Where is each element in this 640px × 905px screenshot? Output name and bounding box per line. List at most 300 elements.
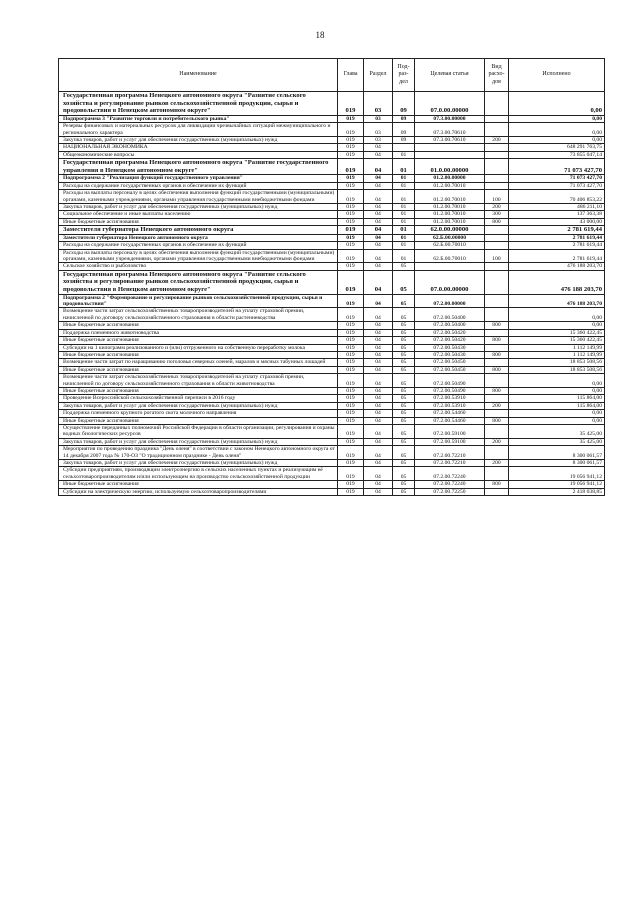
cell-razdel: 04 bbox=[364, 366, 393, 373]
cell-statya: 07.2.00.53910 bbox=[415, 395, 485, 402]
cell-glava: 019 bbox=[338, 467, 364, 481]
cell-razdel: 04 bbox=[364, 218, 393, 225]
table-row bbox=[59, 329, 605, 336]
cell-glava: 019 bbox=[338, 234, 364, 241]
cell-razdel: 04 bbox=[364, 249, 393, 263]
cell-vid: 200 bbox=[485, 204, 509, 211]
cell-glava: 019 bbox=[338, 402, 364, 409]
table-row bbox=[59, 249, 605, 263]
cell-name: Иные бюджетные ассигнования bbox=[59, 337, 338, 344]
cell-ispolneno: 2 781 619,44 bbox=[509, 226, 605, 235]
cell-razdel: 04 bbox=[364, 446, 393, 460]
cell-ispolneno: 0,00 bbox=[509, 322, 605, 329]
cell-name: Иные бюджетные ассигнования bbox=[59, 417, 338, 424]
table-row bbox=[59, 481, 605, 488]
cell-razdel: 04 bbox=[364, 351, 393, 358]
cell-glava: 019 bbox=[338, 366, 364, 373]
cell-statya: 62.Б.00.70010 bbox=[415, 249, 485, 263]
cell-vid: 800 bbox=[485, 322, 509, 329]
cell-vid bbox=[485, 115, 509, 122]
cell-glava: 019 bbox=[338, 218, 364, 225]
cell-ispolneno: 8 300 061,57 bbox=[509, 446, 605, 460]
cell-vid bbox=[485, 159, 509, 175]
cell-statya: 07.2.00.50450 bbox=[415, 359, 485, 366]
cell-statya: 07.2.00.50430 bbox=[415, 351, 485, 358]
cell-statya bbox=[415, 263, 485, 270]
table-row bbox=[59, 410, 605, 417]
cell-vid bbox=[485, 263, 509, 270]
cell-podrazdel: 05 bbox=[393, 395, 415, 402]
cell-ispolneno: 648 291 763,75 bbox=[509, 144, 605, 151]
cell-statya: 07.2.00.50400 bbox=[415, 308, 485, 322]
cell-glava: 019 bbox=[338, 137, 364, 144]
cell-name: Иные бюджетные ассигнования bbox=[59, 481, 338, 488]
cell-razdel: 04 bbox=[364, 374, 393, 388]
table-row bbox=[59, 159, 605, 175]
cell-razdel: 04 bbox=[364, 151, 393, 158]
cell-glava: 019 bbox=[338, 387, 364, 394]
cell-glava: 019 bbox=[338, 226, 364, 235]
cell-name: Иные бюджетные ассигнования bbox=[59, 322, 338, 329]
cell-statya: 01.2.00.70010 bbox=[415, 204, 485, 211]
table-row bbox=[59, 204, 605, 211]
table-row bbox=[59, 387, 605, 394]
cell-ispolneno: 15 360 422,45 bbox=[509, 329, 605, 336]
cell-vid: 100 bbox=[485, 190, 509, 204]
cell-statya: 01.2.00.00000 bbox=[415, 175, 485, 182]
cell-glava: 019 bbox=[338, 242, 364, 249]
table-header-row bbox=[59, 59, 605, 92]
cell-name: Субсидии на 1 килограмм реализованного и (или) отгруженного на собственную переработку молока bbox=[59, 344, 338, 351]
cell-ispolneno: 0,00 bbox=[509, 123, 605, 137]
cell-ispolneno: 115 864,00 bbox=[509, 395, 605, 402]
cell-podrazdel: 05 bbox=[393, 322, 415, 329]
cell-podrazdel: 09 bbox=[393, 123, 415, 137]
table-row bbox=[59, 395, 605, 402]
cell-vid: 200 bbox=[485, 137, 509, 144]
cell-vid: 800 bbox=[485, 218, 509, 225]
cell-name: Проведение Всероссийской сельскохозяйственной переписи в 2016 году bbox=[59, 395, 338, 402]
cell-vid bbox=[485, 488, 509, 495]
cell-name: Поддержка племенного крупного рогатого скота молочного направления bbox=[59, 410, 338, 417]
cell-statya: 01.2.00.70010 bbox=[415, 182, 485, 189]
cell-ispolneno: 35 425,00 bbox=[509, 424, 605, 438]
cell-glava: 019 bbox=[338, 308, 364, 322]
header-statya: Целевая статья bbox=[415, 59, 485, 92]
cell-ispolneno: 2 418 038,85 bbox=[509, 488, 605, 495]
cell-razdel: 04 bbox=[364, 410, 393, 417]
cell-glava: 019 bbox=[338, 115, 364, 122]
table-row bbox=[59, 366, 605, 373]
cell-glava: 019 bbox=[338, 204, 364, 211]
cell-name: Иные бюджетные ассигнования bbox=[59, 387, 338, 394]
cell-razdel: 04 bbox=[364, 175, 393, 182]
cell-razdel: 04 bbox=[364, 424, 393, 438]
cell-name: Возмещение части затрат по наращиванию поголовья северных оленей, маралов и мясных табунных лошадей bbox=[59, 359, 338, 366]
cell-podrazdel: 05 bbox=[393, 329, 415, 336]
cell-razdel: 04 bbox=[364, 337, 393, 344]
table-row bbox=[59, 359, 605, 366]
cell-statya: 62.Б.00.70010 bbox=[415, 242, 485, 249]
table-row bbox=[59, 467, 605, 481]
cell-name: Иные бюджетные ассигнования bbox=[59, 366, 338, 373]
cell-glava: 019 bbox=[338, 344, 364, 351]
table-row bbox=[59, 424, 605, 438]
cell-name: Закупка товаров, работ и услуг для обеспечения государственных (муниципальных) нужд bbox=[59, 137, 338, 144]
cell-glava: 019 bbox=[338, 446, 364, 460]
cell-razdel: 04 bbox=[364, 182, 393, 189]
table-row bbox=[59, 417, 605, 424]
table-row bbox=[59, 144, 605, 151]
cell-ispolneno: 18 853 508,56 bbox=[509, 359, 605, 366]
cell-podrazdel: 09 bbox=[393, 115, 415, 122]
cell-podrazdel: 05 bbox=[393, 410, 415, 417]
cell-ispolneno: 19 056 941,12 bbox=[509, 467, 605, 481]
cell-statya: 07.2.00.59100 bbox=[415, 438, 485, 445]
cell-podrazdel: 05 bbox=[393, 374, 415, 388]
cell-vid bbox=[485, 467, 509, 481]
cell-razdel: 04 bbox=[364, 211, 393, 218]
cell-glava: 019 bbox=[338, 294, 364, 308]
cell-ispolneno: 1 112 149,99 bbox=[509, 344, 605, 351]
cell-ispolneno: 476 188 203,70 bbox=[509, 294, 605, 308]
cell-podrazdel: 05 bbox=[393, 337, 415, 344]
table-row bbox=[59, 175, 605, 182]
table-row bbox=[59, 374, 605, 388]
cell-razdel: 04 bbox=[364, 270, 393, 294]
cell-vid bbox=[485, 151, 509, 158]
cell-vid bbox=[485, 182, 509, 189]
cell-ispolneno: 43 000,00 bbox=[509, 218, 605, 225]
cell-podrazdel: 01 bbox=[393, 234, 415, 241]
cell-razdel: 04 bbox=[364, 144, 393, 151]
cell-razdel: 04 bbox=[364, 359, 393, 366]
cell-podrazdel: 01 bbox=[393, 175, 415, 182]
cell-podrazdel: 01 bbox=[393, 242, 415, 249]
cell-statya: 07.2.00.50450 bbox=[415, 366, 485, 373]
cell-podrazdel: 05 bbox=[393, 446, 415, 460]
cell-statya: 07.2.00.53910 bbox=[415, 402, 485, 409]
cell-statya: 07.2.00.72210 bbox=[415, 460, 485, 467]
table-row bbox=[59, 351, 605, 358]
cell-vid: 200 bbox=[485, 438, 509, 445]
cell-vid: 800 bbox=[485, 387, 509, 394]
cell-name: Заместители губернатора Ненецкого автономного округа bbox=[59, 234, 338, 241]
cell-vid bbox=[485, 424, 509, 438]
cell-name: Расходы на выплаты персоналу в целях обеспечения выполнения функций государственными (муниципальными) органами, казенными учреждениями, органами управления государственными внебюджетными фондами bbox=[59, 190, 338, 204]
cell-glava: 019 bbox=[338, 151, 364, 158]
cell-glava: 019 bbox=[338, 329, 364, 336]
cell-ispolneno: 71 073 427,70 bbox=[509, 159, 605, 175]
cell-statya: 07.2.00.72210 bbox=[415, 446, 485, 460]
cell-glava: 019 bbox=[338, 481, 364, 488]
table-row bbox=[59, 263, 605, 270]
header-razdel: Раздел bbox=[364, 59, 393, 92]
cell-name: Подпрограмма 2 "Формирование и регулирование рынков сельскохозяйственной продукции, сырья и продовольствия" bbox=[59, 294, 338, 308]
cell-ispolneno: 0,00 bbox=[509, 115, 605, 122]
cell-glava: 019 bbox=[338, 123, 364, 137]
cell-razdel: 03 bbox=[364, 137, 393, 144]
cell-razdel: 04 bbox=[364, 204, 393, 211]
cell-ispolneno: 35 425,00 bbox=[509, 438, 605, 445]
table-row bbox=[59, 488, 605, 495]
cell-name: Осуществление переданных полномочий Российской Федерации в области организации, регулирования и охраны водных биологических ресурсов bbox=[59, 424, 338, 438]
table-row bbox=[59, 123, 605, 137]
cell-vid: 200 bbox=[485, 460, 509, 467]
cell-razdel: 04 bbox=[364, 402, 393, 409]
table-row bbox=[59, 182, 605, 189]
cell-name: Резервы финансовых и материальных ресурсов для ликвидации чрезвычайных ситуаций межмуниципального и регионального характера bbox=[59, 123, 338, 137]
cell-ispolneno: 73 855 047,14 bbox=[509, 151, 605, 158]
cell-name: Общеэкономические вопросы bbox=[59, 151, 338, 158]
cell-podrazdel bbox=[393, 144, 415, 151]
cell-podrazdel: 09 bbox=[393, 137, 415, 144]
cell-ispolneno: 115 864,00 bbox=[509, 402, 605, 409]
cell-razdel: 04 bbox=[364, 460, 393, 467]
cell-glava: 019 bbox=[338, 488, 364, 495]
cell-ispolneno: 0,00 bbox=[509, 92, 605, 116]
budget-table bbox=[58, 58, 605, 496]
cell-glava: 019 bbox=[338, 182, 364, 189]
cell-ispolneno: 0,00 bbox=[509, 137, 605, 144]
cell-ispolneno: 2 781 619,44 bbox=[509, 242, 605, 249]
cell-podrazdel: 01 bbox=[393, 182, 415, 189]
cell-podrazdel: 05 bbox=[393, 481, 415, 488]
cell-razdel: 04 bbox=[364, 481, 393, 488]
cell-name: Подпрограмма 3 "Развитие торговли и потребительского рынка" bbox=[59, 115, 338, 122]
cell-razdel: 04 bbox=[364, 344, 393, 351]
cell-statya: 07.2.00.72240 bbox=[415, 467, 485, 481]
cell-statya: 01.2.00.70010 bbox=[415, 190, 485, 204]
cell-name: Иные бюджетные ассигнования bbox=[59, 351, 338, 358]
cell-name: Расходы на содержание государственных органов и обеспечение их функций bbox=[59, 242, 338, 249]
cell-name: Возмещение части затрат сельскохозяйственных товаропроизводителей на уплату страховой премии, начисленной по договору сельскохозяйственного страхования в области растениеводства bbox=[59, 308, 338, 322]
cell-ispolneno: 8 300 061,57 bbox=[509, 460, 605, 467]
cell-statya: 07.2.00.54460 bbox=[415, 410, 485, 417]
cell-statya: 07.2.00.72240 bbox=[415, 481, 485, 488]
cell-podrazdel: 01 bbox=[393, 204, 415, 211]
table-row bbox=[59, 270, 605, 294]
cell-name: Расходы на выплаты персоналу в целях обеспечения выполнения функций государственными (муниципальными) органами, казенными учреждениями, органами управления государственными внебюджетными фондами bbox=[59, 249, 338, 263]
table-row bbox=[59, 211, 605, 218]
cell-statya: 07.0.00.00000 bbox=[415, 270, 485, 294]
cell-vid bbox=[485, 329, 509, 336]
table-row bbox=[59, 344, 605, 351]
cell-vid: 200 bbox=[485, 402, 509, 409]
cell-glava: 019 bbox=[338, 374, 364, 388]
cell-vid bbox=[485, 226, 509, 235]
cell-ispolneno: 476 188 203,70 bbox=[509, 263, 605, 270]
table-row bbox=[59, 402, 605, 409]
cell-glava: 019 bbox=[338, 395, 364, 402]
cell-glava: 019 bbox=[338, 92, 364, 116]
table-row bbox=[59, 322, 605, 329]
cell-razdel: 04 bbox=[364, 263, 393, 270]
cell-statya: 07.2.00.00000 bbox=[415, 294, 485, 308]
cell-vid bbox=[485, 446, 509, 460]
cell-statya: 62.0.00.00000 bbox=[415, 226, 485, 235]
table-row bbox=[59, 438, 605, 445]
cell-statya: 07.2.00.50490 bbox=[415, 387, 485, 394]
cell-name: Заместителя губернатора Ненецкого автономного округа bbox=[59, 226, 338, 235]
cell-vid: 800 bbox=[485, 366, 509, 373]
cell-statya: 07.2.00.72250 bbox=[415, 488, 485, 495]
cell-podrazdel: 05 bbox=[393, 387, 415, 394]
cell-podrazdel: 01 bbox=[393, 190, 415, 204]
cell-razdel: 04 bbox=[364, 294, 393, 308]
cell-glava: 019 bbox=[338, 322, 364, 329]
cell-glava: 019 bbox=[338, 337, 364, 344]
cell-vid bbox=[485, 234, 509, 241]
cell-name: Иные бюджетные ассигнования bbox=[59, 218, 338, 225]
header-ispolneno: Исполнено bbox=[509, 59, 605, 92]
page-number: 18 bbox=[315, 30, 325, 40]
cell-razdel: 04 bbox=[364, 438, 393, 445]
cell-podrazdel: 01 bbox=[393, 211, 415, 218]
cell-vid bbox=[485, 242, 509, 249]
cell-podrazdel: 01 bbox=[393, 151, 415, 158]
cell-statya: 07.2.00.50420 bbox=[415, 329, 485, 336]
cell-glava: 019 bbox=[338, 424, 364, 438]
cell-name: Сельское хозяйство и рыболовство bbox=[59, 263, 338, 270]
cell-ispolneno: 2 781 619,44 bbox=[509, 249, 605, 263]
header-name: Наименование bbox=[59, 59, 338, 92]
cell-ispolneno: 486 211,10 bbox=[509, 204, 605, 211]
table-row bbox=[59, 190, 605, 204]
table-row bbox=[59, 308, 605, 322]
cell-glava: 019 bbox=[338, 175, 364, 182]
cell-name: Государственная программа Ненецкого автономного округа "Развитие сельского хозяйства и регулирование рынков сельскохозяйственной продукции, сырья и продовольствия в Ненецком автономном округе" bbox=[59, 270, 338, 294]
cell-glava: 019 bbox=[338, 144, 364, 151]
cell-podrazdel: 05 bbox=[393, 467, 415, 481]
cell-razdel: 04 bbox=[364, 395, 393, 402]
cell-glava: 019 bbox=[338, 159, 364, 175]
table-row bbox=[59, 446, 605, 460]
cell-razdel: 04 bbox=[364, 329, 393, 336]
cell-statya: 01.2.00.70010 bbox=[415, 218, 485, 225]
cell-vid: 800 bbox=[485, 481, 509, 488]
cell-statya: 07.2.00.50420 bbox=[415, 337, 485, 344]
cell-podrazdel: 01 bbox=[393, 249, 415, 263]
table-row bbox=[59, 115, 605, 122]
cell-name: Социальное обеспечение и иные выплаты населению bbox=[59, 211, 338, 218]
cell-razdel: 04 bbox=[364, 226, 393, 235]
table-body bbox=[59, 92, 605, 496]
cell-statya: 07.2.00.59100 bbox=[415, 424, 485, 438]
cell-vid bbox=[485, 92, 509, 116]
cell-razdel: 04 bbox=[364, 322, 393, 329]
cell-glava: 019 bbox=[338, 249, 364, 263]
cell-ispolneno: 71 073 427,70 bbox=[509, 175, 605, 182]
cell-razdel: 04 bbox=[364, 242, 393, 249]
cell-name: НАЦИОНАЛЬНАЯ ЭКОНОМИКА bbox=[59, 144, 338, 151]
cell-statya: 07.2.00.50490 bbox=[415, 374, 485, 388]
cell-vid bbox=[485, 359, 509, 366]
cell-name: Подпрограмма 2 "Реализация функций государственного управления" bbox=[59, 175, 338, 182]
cell-podrazdel: 05 bbox=[393, 488, 415, 495]
cell-podrazdel: 05 bbox=[393, 263, 415, 270]
cell-ispolneno: 71 073 427,70 bbox=[509, 182, 605, 189]
cell-ispolneno: 0,00 bbox=[509, 387, 605, 394]
header-podrazdel: Под- раз- дел bbox=[393, 59, 415, 92]
cell-podrazdel: 01 bbox=[393, 218, 415, 225]
cell-vid: 800 bbox=[485, 417, 509, 424]
cell-razdel: 04 bbox=[364, 159, 393, 175]
cell-vid bbox=[485, 374, 509, 388]
cell-ispolneno: 1 112 149,99 bbox=[509, 351, 605, 358]
cell-name: Закупка товаров, работ и услуг для обеспечения государственных (муниципальных) нужд bbox=[59, 460, 338, 467]
table-row bbox=[59, 242, 605, 249]
cell-vid bbox=[485, 410, 509, 417]
cell-vid bbox=[485, 123, 509, 137]
cell-glava: 019 bbox=[338, 211, 364, 218]
cell-ispolneno: 0,00 bbox=[509, 374, 605, 388]
table-row bbox=[59, 92, 605, 116]
cell-podrazdel: 05 bbox=[393, 270, 415, 294]
cell-name: Субсидии на электрическую энергию, используемую сельхозтоваропроизводителями bbox=[59, 488, 338, 495]
cell-vid bbox=[485, 294, 509, 308]
cell-vid bbox=[485, 270, 509, 294]
cell-podrazdel: 05 bbox=[393, 344, 415, 351]
cell-razdel: 03 bbox=[364, 92, 393, 116]
cell-vid bbox=[485, 144, 509, 151]
cell-razdel: 04 bbox=[364, 190, 393, 204]
cell-statya: 07.2.00.50430 bbox=[415, 344, 485, 351]
cell-podrazdel: 05 bbox=[393, 366, 415, 373]
cell-glava: 019 bbox=[338, 410, 364, 417]
table-row bbox=[59, 337, 605, 344]
cell-statya: 01.0.00.00000 bbox=[415, 159, 485, 175]
cell-statya: 07.3.00.00000 bbox=[415, 115, 485, 122]
cell-ispolneno: 15 360 422,45 bbox=[509, 337, 605, 344]
cell-glava: 019 bbox=[338, 460, 364, 467]
cell-glava: 019 bbox=[338, 417, 364, 424]
cell-podrazdel: 05 bbox=[393, 308, 415, 322]
cell-vid bbox=[485, 344, 509, 351]
cell-podrazdel: 05 bbox=[393, 424, 415, 438]
cell-ispolneno: 476 188 203,70 bbox=[509, 270, 605, 294]
cell-vid: 800 bbox=[485, 351, 509, 358]
cell-vid: 100 bbox=[485, 249, 509, 263]
cell-razdel: 04 bbox=[364, 308, 393, 322]
cell-name: Закупка товаров, работ и услуг для обеспечения государственных (муниципальных) нужд bbox=[59, 438, 338, 445]
cell-razdel: 04 bbox=[364, 488, 393, 495]
cell-ispolneno: 137 363,38 bbox=[509, 211, 605, 218]
cell-statya bbox=[415, 151, 485, 158]
cell-statya: 07.3.00.70610 bbox=[415, 123, 485, 137]
cell-name: Государственная программа Ненецкого автономного округа "Развитие сельского хозяйства и регулирование рынков сельскохозяйственной продукции, сырья и продовольствия в Ненецком автономном округе" bbox=[59, 92, 338, 116]
cell-glava: 019 bbox=[338, 270, 364, 294]
cell-podrazdel: 05 bbox=[393, 460, 415, 467]
cell-podrazdel: 05 bbox=[393, 359, 415, 366]
cell-podrazdel: 01 bbox=[393, 159, 415, 175]
table-row bbox=[59, 226, 605, 235]
cell-name: Государственная программа Ненецкого автономного округа "Развитие государственного управления в Ненецком автономном округе" bbox=[59, 159, 338, 175]
cell-podrazdel: 09 bbox=[393, 92, 415, 116]
cell-name: Мероприятия по проведению праздника "День оленя" в соответствии с законом Ненецкого автономного округа от 14 декабря 2007 года № 170-ОЗ "О традиционном празднике - День оленя" bbox=[59, 446, 338, 460]
cell-vid bbox=[485, 395, 509, 402]
cell-razdel: 04 bbox=[364, 417, 393, 424]
table-row bbox=[59, 294, 605, 308]
cell-ispolneno: 18 853 508,56 bbox=[509, 366, 605, 373]
cell-statya bbox=[415, 144, 485, 151]
cell-ispolneno: 0,00 bbox=[509, 417, 605, 424]
table-row bbox=[59, 151, 605, 158]
cell-razdel: 04 bbox=[364, 234, 393, 241]
cell-ispolneno: 0,00 bbox=[509, 410, 605, 417]
cell-statya: 62.Б.00.00000 bbox=[415, 234, 485, 241]
cell-statya: 07.0.00.00000 bbox=[415, 92, 485, 116]
